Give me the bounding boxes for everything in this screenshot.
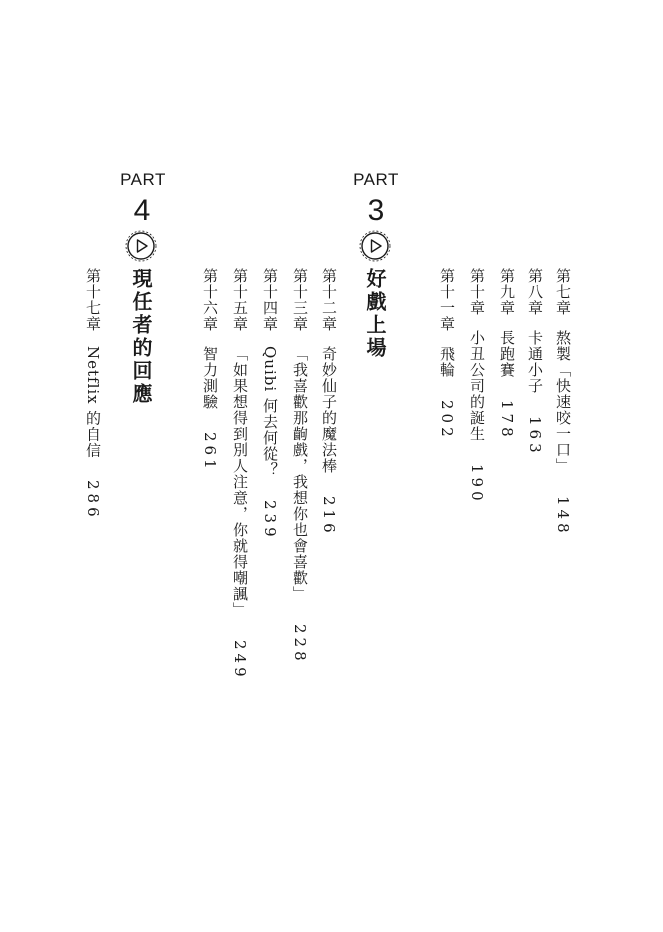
toc-entry-ch15[interactable] — [229, 268, 251, 681]
play-icon — [359, 230, 391, 262]
chapter-title: 長跑賽 — [498, 330, 516, 378]
chapter-page: 163 — [526, 416, 544, 457]
part-4-label: PART — [120, 170, 166, 189]
chapter-title: 熬製「快速咬一口」 — [554, 330, 572, 474]
chapter-title: 小丑公司的誕生 — [468, 330, 486, 442]
part-3-title: 好戲上場 — [363, 268, 387, 360]
chapter-number: 第七章 — [554, 268, 572, 316]
chapter-title: 奇妙仙子的魔法棒 — [320, 346, 338, 474]
chapter-number: 第十三章 — [291, 268, 309, 332]
toc-entry-ch14[interactable] — [259, 268, 281, 541]
chapter-page: 216 — [320, 496, 338, 537]
chapter-page: 261 — [201, 432, 219, 473]
chapter-title: 「如果想得到別人注意，你就得嘲諷」 — [231, 346, 249, 618]
chapter-page: 228 — [291, 624, 309, 665]
chapter-number: 第十五章 — [231, 268, 249, 332]
toc-entry-ch7[interactable] — [552, 268, 574, 537]
part-4-number: 4 — [133, 194, 151, 227]
chapter-number: 第八章 — [526, 268, 544, 316]
chapter-title: 智力測驗 — [201, 346, 219, 410]
chapter-number: 第十二章 — [320, 268, 338, 332]
chapter-number: 第十章 — [468, 268, 486, 316]
toc-entry-ch9[interactable] — [496, 268, 518, 441]
toc-entry-ch8[interactable] — [524, 268, 546, 457]
part-4-title: 現任者的回應 — [129, 268, 153, 406]
toc-entry-ch10[interactable] — [466, 268, 488, 505]
chapter-page: 239 — [261, 499, 279, 541]
part-3-label: PART — [353, 170, 399, 189]
part-3-number: 3 — [367, 194, 385, 227]
chapter-page: 178 — [498, 400, 516, 441]
toc-entry-ch11[interactable] — [436, 268, 458, 441]
chapter-title: 「我喜歡那齣戲，我想你也會喜歡」 — [291, 346, 309, 602]
chapter-page: 148 — [554, 496, 572, 537]
play-icon — [125, 230, 157, 262]
chapter-title: Quibi 何去何從？ — [261, 346, 279, 478]
chapter-page: 249 — [231, 640, 249, 681]
toc-entry-ch16[interactable] — [199, 268, 221, 473]
chapter-number: 第九章 — [498, 268, 516, 316]
toc-entry-ch13[interactable] — [289, 268, 311, 665]
chapter-number: 第十七章 — [84, 268, 102, 332]
chapter-title: Netflix 的自信 — [84, 346, 102, 459]
chapter-title: 卡通小子 — [526, 330, 544, 394]
chapter-page: 202 — [438, 400, 456, 441]
chapter-number: 第十一章 — [438, 268, 456, 332]
toc-entry-ch12[interactable] — [318, 268, 340, 537]
chapter-title: 飛輪 — [438, 346, 456, 378]
chapter-number: 第十六章 — [201, 268, 219, 332]
chapter-number: 第十四章 — [261, 268, 279, 332]
chapter-page: 190 — [468, 464, 486, 505]
chapter-page: 286 — [84, 480, 102, 522]
toc-entry-ch17[interactable] — [82, 268, 104, 521]
